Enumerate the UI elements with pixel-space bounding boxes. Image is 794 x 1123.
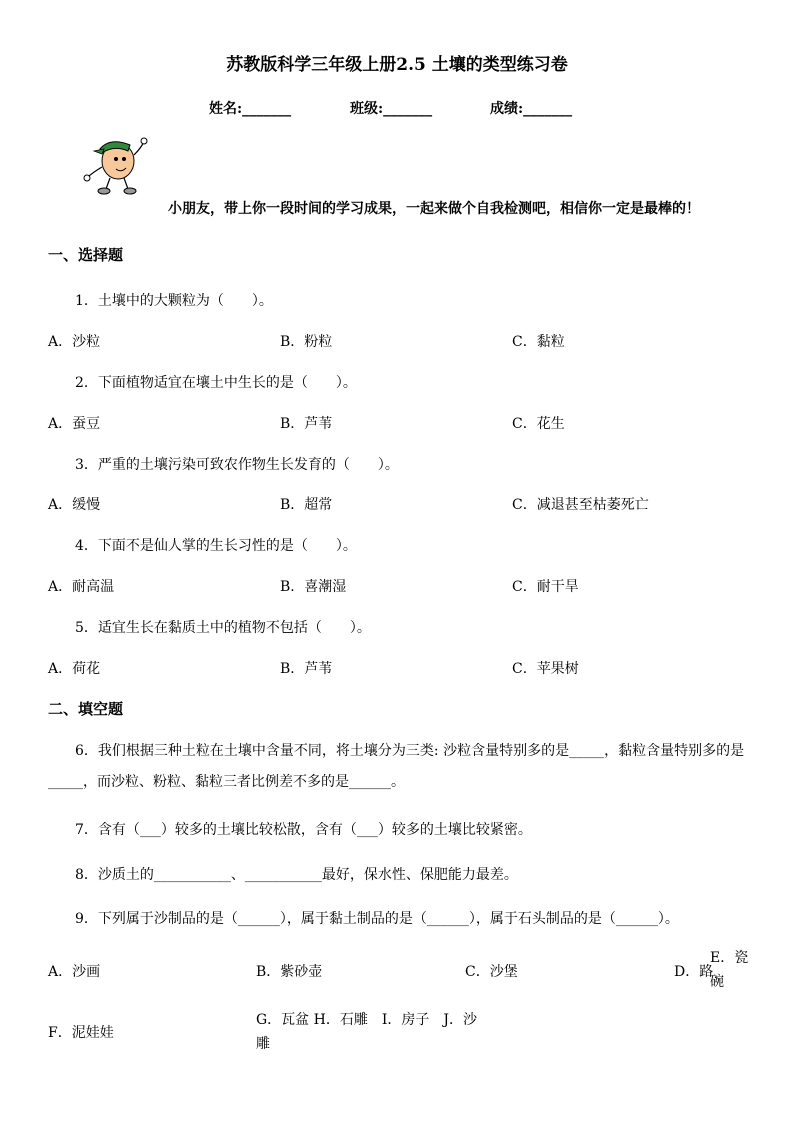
q2-option-a: A．蚕豆 xyxy=(48,416,101,432)
q5-option-c: C．苹果树 xyxy=(512,661,579,677)
q9-option-c: C．沙堡 xyxy=(465,964,518,980)
q9-option-e-line2: 碗 xyxy=(710,974,724,990)
mascot-illustration-icon xyxy=(80,135,148,195)
question-9: 9．下列属于沙制品的是（______），属于黏土制品的是（______），属于石头制品的是（______）。 xyxy=(75,911,679,927)
q9-option-d: D．路 xyxy=(674,964,714,980)
q2-option-b: B．芦苇 xyxy=(280,416,333,432)
q3-option-b: B．超常 xyxy=(280,497,333,513)
q4-option-b: B．喜潮湿 xyxy=(280,579,347,595)
section-fill-title: 二、填空题 xyxy=(48,700,124,718)
encouragement-text: 小朋友，带上你一段时间的学习成果，一起来做个自我检测吧，相信你一定是最棒的！ xyxy=(168,201,700,217)
q3-option-c: C．减退甚至枯萎死亡 xyxy=(512,497,649,513)
name-field-label: 姓名:_______ xyxy=(209,101,292,117)
q9-option-b: B．紫砂壶 xyxy=(256,964,323,980)
q4-option-a: A．耐高温 xyxy=(48,579,115,595)
question-2: 2．下面植物适宜在壤土中生长的是（ ）。 xyxy=(75,375,357,391)
section-choice-title: 一、选择题 xyxy=(48,246,124,264)
question-1: 1．土壤中的大颗粒为（ ）。 xyxy=(75,293,273,309)
question-4: 4．下面不是仙人掌的生长习性的是（ ）。 xyxy=(75,538,357,554)
q1-option-a: A．沙粒 xyxy=(48,334,101,350)
q4-option-c: C．耐干旱 xyxy=(512,579,579,595)
class-field-label: 班级:_______ xyxy=(350,101,433,117)
q9-option-f: F．泥娃娃 xyxy=(48,1025,114,1041)
question-5: 5．适宜生长在黏质土中的植物不包括（ ）。 xyxy=(75,620,371,636)
question-8: 8．沙质土的___________、___________最好，保水性、保肥能力最差。 xyxy=(75,867,518,883)
q9-option-ghij-line2: 雕 xyxy=(256,1036,270,1052)
q5-option-b: B．芦苇 xyxy=(280,661,333,677)
q9-option-e-line1: E．瓷 xyxy=(710,950,749,966)
question-6: 6．我们根据三种土粒在土壤中含量不同，将土壤分为三类: 沙粒含量特别多的是_____，黏粒含量特别多的是_____，而沙粒、粉粒、黏粒三者比例差不多的是______。 xyxy=(48,743,745,790)
question-3: 3．严重的土壤污染可致农作物生长发育的（ ）。 xyxy=(75,457,399,473)
q3-option-a: A．缓慢 xyxy=(48,497,101,513)
q1-option-b: B．粉粒 xyxy=(280,334,333,350)
q1-option-c: C．黏粒 xyxy=(512,334,565,350)
q5-option-a: A．荷花 xyxy=(48,661,101,677)
score-field-label: 成绩:_______ xyxy=(490,101,573,117)
page-title: 苏教版科学三年级上册2.5 土壤的类型练习卷 xyxy=(226,55,568,75)
q9-option-ghij-line1: G．瓦盆 H．石雕 I．房子 J．沙 xyxy=(256,1012,477,1028)
q2-option-c: C．花生 xyxy=(512,416,565,432)
q9-option-a: A．沙画 xyxy=(48,964,101,980)
question-7: 7．含有（___）较多的土壤比较松散，含有（___）较多的土壤比较紧密。 xyxy=(75,822,532,838)
